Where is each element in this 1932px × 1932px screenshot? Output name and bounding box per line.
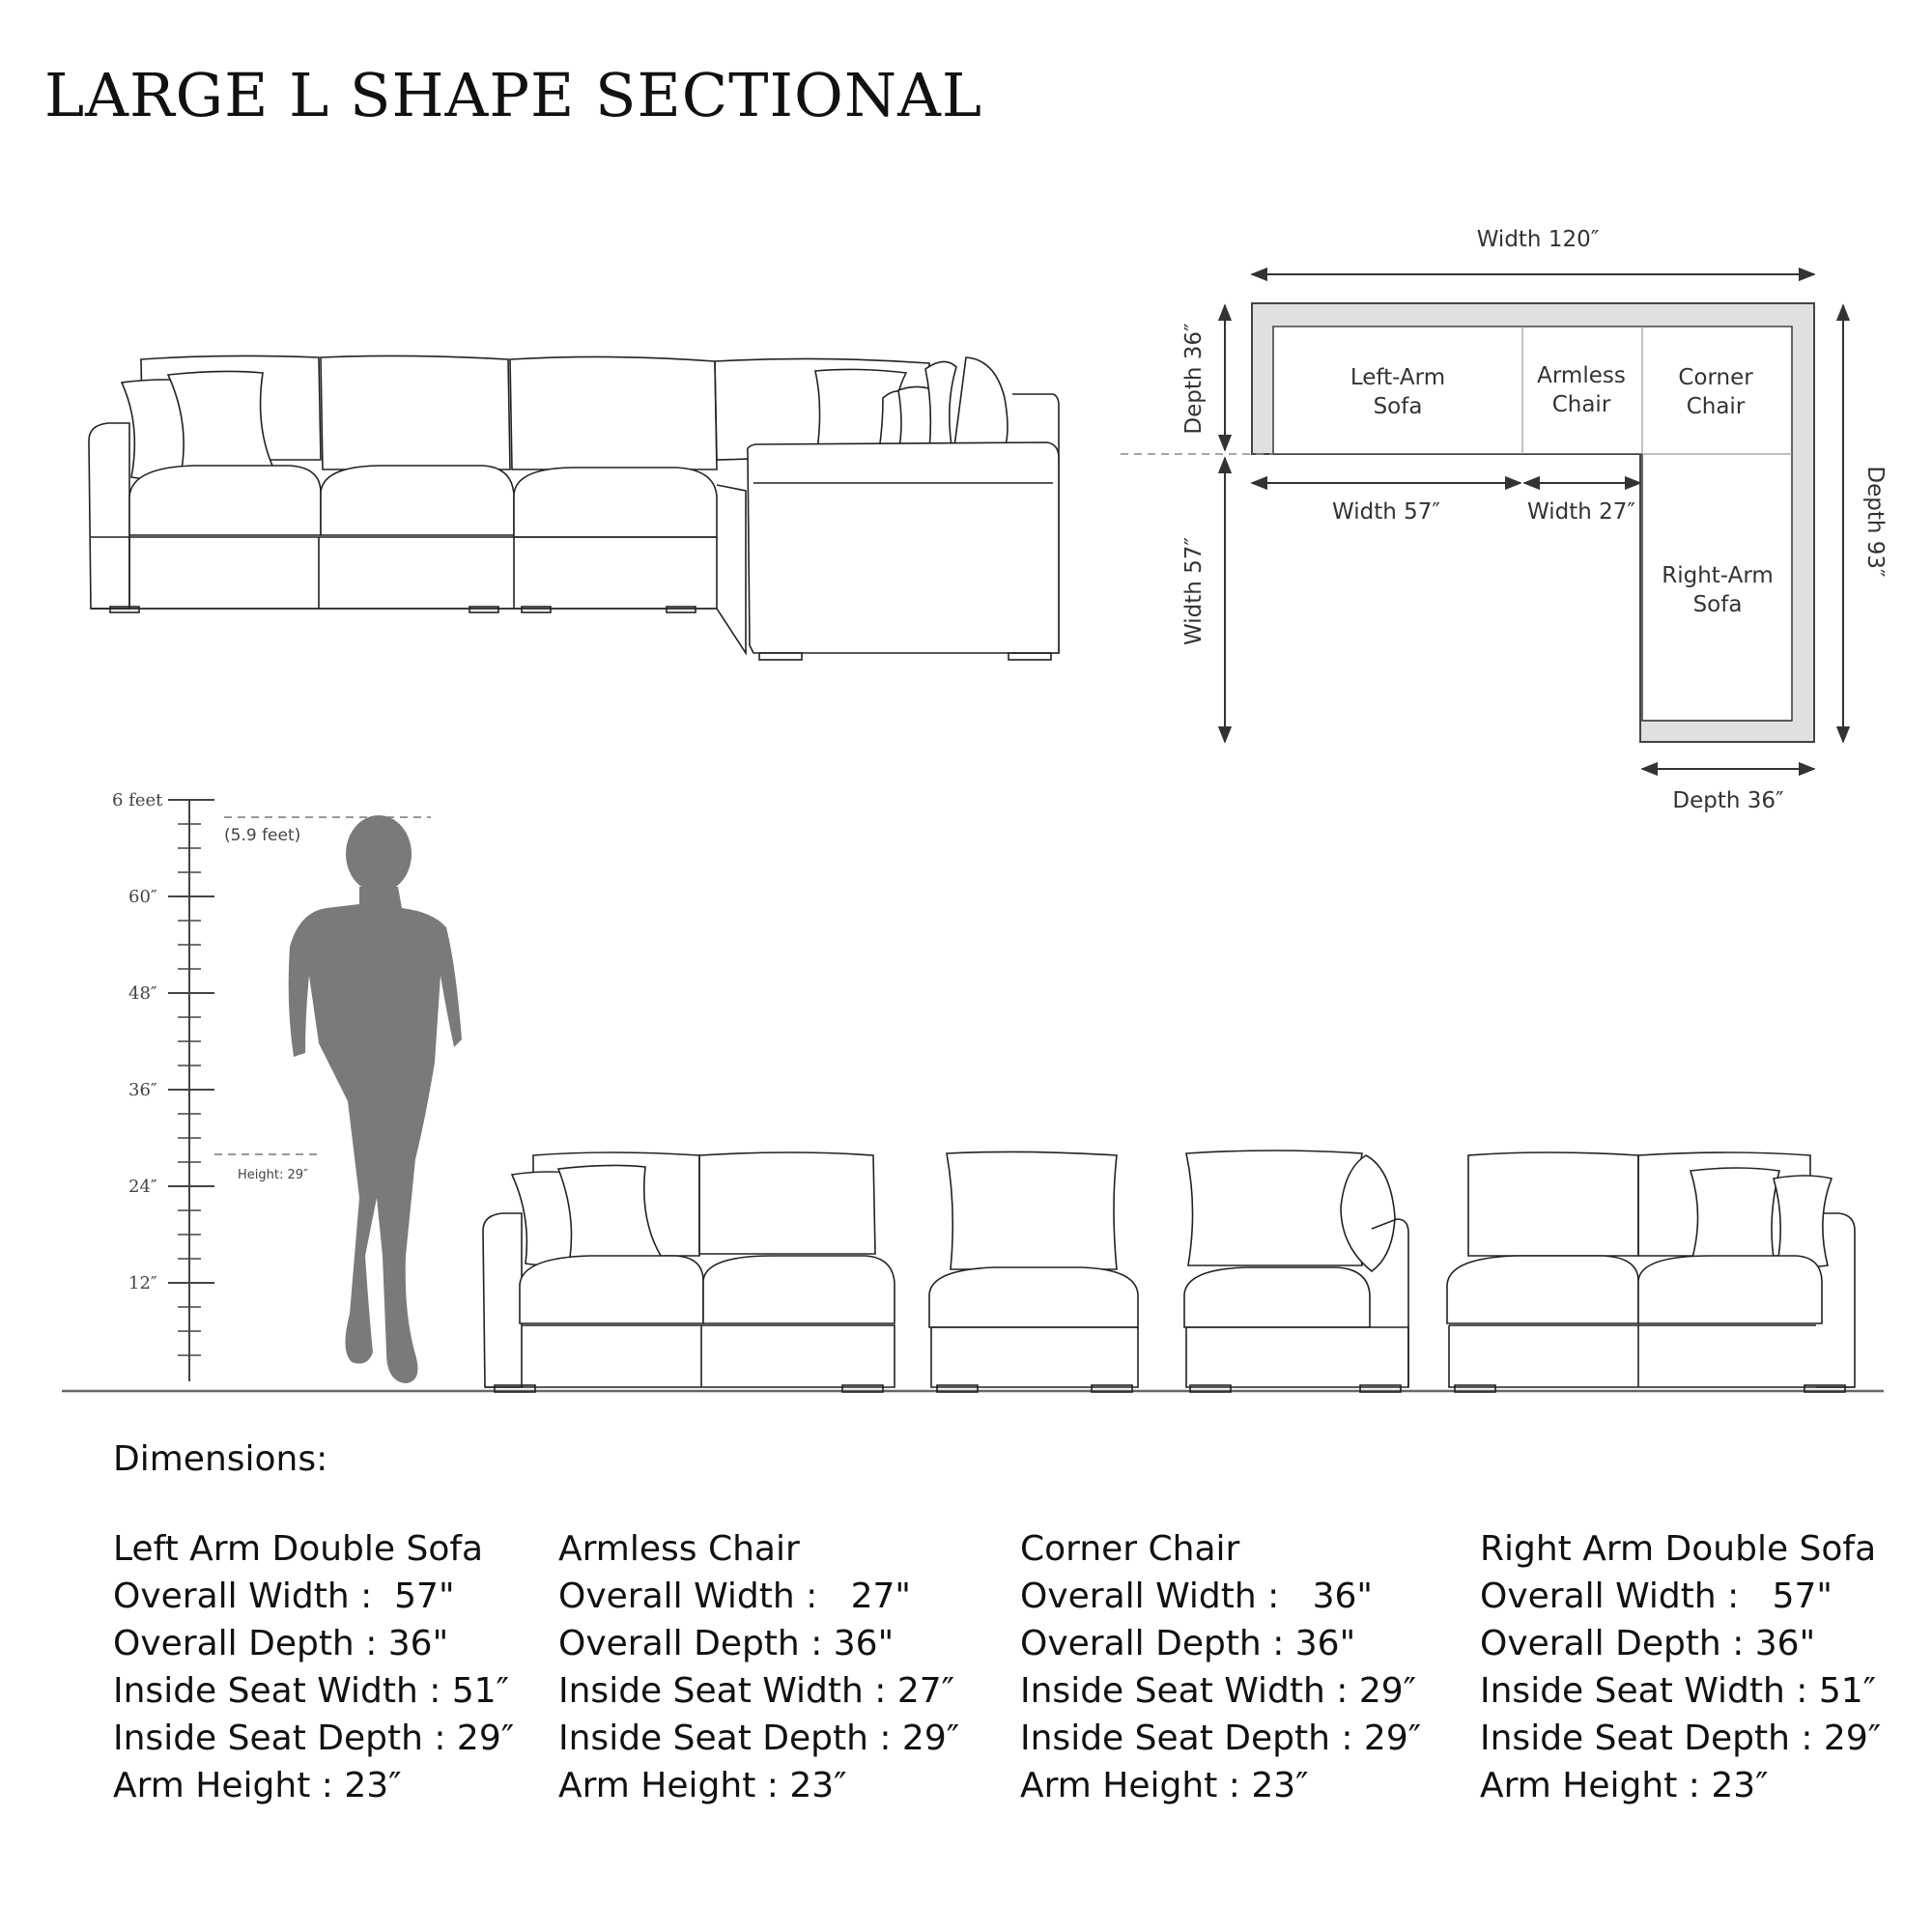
spec-line: Overall Width : 57" <box>113 1577 455 1616</box>
module-right-arm-line1: Right-Arm <box>1662 563 1774 588</box>
spec-line: Arm Height : 23″ <box>1020 1766 1309 1805</box>
corner-chair-drawing <box>1184 1151 1408 1392</box>
right-depth-label: Depth 93″ <box>1862 466 1888 578</box>
bottom-depth-36-label: Depth 36″ <box>1672 788 1784 813</box>
spec-line: Inside Seat Depth : 29″ <box>1480 1719 1882 1758</box>
dim-column-left-arm-sofa <box>113 1525 514 1809</box>
spec-line: Overall Width : 57" <box>1480 1577 1833 1616</box>
page-title: LARGE L SHAPE SECTIONAL <box>44 60 983 130</box>
column-title: Left Arm Double Sofa <box>113 1529 484 1569</box>
armless-chair-drawing <box>929 1151 1138 1392</box>
spec-line: Arm Height : 23″ <box>1480 1766 1769 1805</box>
dim-column-right-arm-sofa <box>1480 1525 1881 1809</box>
side-width-label: Width 57″ <box>1181 537 1207 645</box>
column-title: Armless Chair <box>558 1529 800 1569</box>
scale-tick-24: 24″ <box>128 1177 157 1197</box>
floor-plan <box>1121 227 1888 813</box>
column-title: Right Arm Double Sofa <box>1480 1529 1877 1569</box>
spec-line: Inside Seat Depth : 29″ <box>1020 1719 1422 1758</box>
right-arm-double-sofa-drawing <box>1447 1152 1855 1392</box>
dim-column-corner-chair <box>1020 1525 1421 1809</box>
spec-line: Overall Depth : 36" <box>1020 1624 1356 1663</box>
module-corner-line1: Corner <box>1678 365 1753 390</box>
spec-line: Inside Seat Width : 27″ <box>558 1671 955 1711</box>
module-left-arm-line2: Sofa <box>1373 394 1423 419</box>
spec-line: Arm Height : 23″ <box>113 1766 402 1805</box>
spec-line: Inside Seat Width : 29″ <box>1020 1671 1417 1711</box>
module-armless-line2: Chair <box>1551 392 1611 417</box>
module-right-arm-line2: Sofa <box>1692 592 1743 617</box>
spec-line: Overall Depth : 36" <box>558 1624 895 1663</box>
bottom-width-57-label: Width 57″ <box>1332 499 1440 525</box>
spec-line: Inside Seat Width : 51″ <box>113 1671 510 1711</box>
scale-tick-36: 36″ <box>128 1080 157 1100</box>
person-silhouette <box>289 815 462 1383</box>
spec-line: Arm Height : 23″ <box>558 1766 847 1805</box>
left-arm-double-sofa-drawing <box>483 1152 895 1392</box>
spec-line: Overall Width : 27" <box>558 1577 911 1616</box>
module-left-arm-line1: Left-Arm <box>1350 365 1446 390</box>
total-width-label: Width 120″ <box>1476 227 1600 252</box>
dim-column-armless-chair <box>558 1525 959 1809</box>
spec-line: Overall Width : 36" <box>1020 1577 1373 1616</box>
scale-tick-60: 60″ <box>128 887 157 907</box>
left-depth-label: Depth 36″ <box>1181 323 1207 435</box>
person-height-label: (5.9 feet) <box>224 826 301 845</box>
column-title: Corner Chair <box>1020 1529 1240 1569</box>
spec-line: Overall Depth : 36" <box>1480 1624 1816 1663</box>
bottom-width-27-label: Width 27″ <box>1527 499 1635 525</box>
scale-tick-12: 12″ <box>128 1273 157 1293</box>
module-corner-line2: Chair <box>1686 394 1746 419</box>
scale-top-label: 6 feet <box>112 790 163 810</box>
sofa-height-label: Height: 29″ <box>238 1168 308 1182</box>
dimensions-heading: Dimensions: <box>113 1439 328 1479</box>
spec-line: Inside Seat Width : 51″ <box>1480 1671 1877 1711</box>
scale-tick-48: 48″ <box>128 983 157 1004</box>
spec-line: Inside Seat Depth : 29″ <box>113 1719 515 1758</box>
spec-line: Inside Seat Depth : 29″ <box>558 1719 960 1758</box>
spec-line: Overall Depth : 36" <box>113 1624 449 1663</box>
sectional-front-view <box>89 355 1059 660</box>
module-armless-line1: Armless <box>1537 363 1626 388</box>
